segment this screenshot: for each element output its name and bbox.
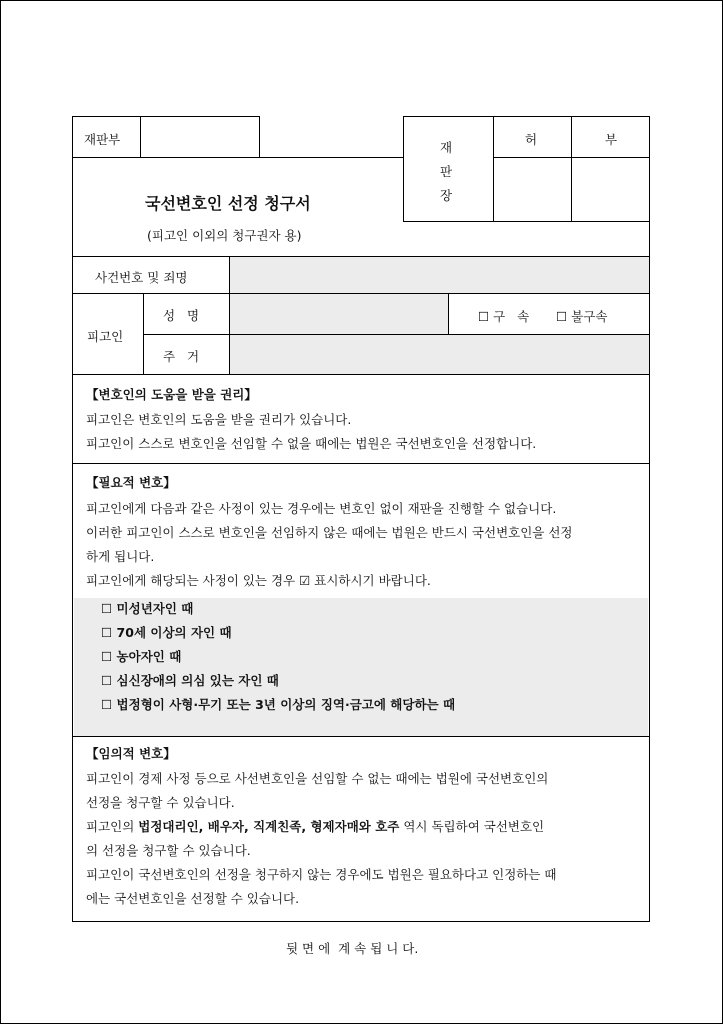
option-elderly-checkbox[interactable]: ☐ 70세 이상의 자인 때 bbox=[101, 625, 232, 640]
right-line: 피고인은 변호인의 도움을 받을 권리가 있습니다. bbox=[86, 412, 352, 427]
form-title: 국선변호인 선정 청구서 bbox=[145, 194, 311, 213]
name-field[interactable] bbox=[230, 294, 448, 334]
right-section-body bbox=[86, 408, 536, 456]
mandatory-section-body bbox=[86, 497, 573, 593]
option-severe-penalty-checkbox[interactable]: ☐ 법정형이 사형·무기 또는 3년 이상의 징역·금고에 해당하는 때 bbox=[101, 697, 456, 712]
option-minor-checkbox[interactable]: ☐ 미성년자인 때 bbox=[101, 601, 194, 616]
approve-label: 허 bbox=[525, 132, 538, 147]
continued-note: 뒷 면 에 계 속 됩 니 다. bbox=[286, 941, 419, 956]
not-detained-checkbox[interactable]: ☐ 불구속 bbox=[556, 309, 608, 324]
optional-line: 에는 국선변호인을 선정할 수 있습니다. bbox=[86, 891, 300, 906]
optional-applicants: 법정대리인, 배우자, 직계친족, 형제자매와 호주 bbox=[138, 819, 400, 834]
right-section-title: 【변호인의 도움을 받을 권리】 bbox=[86, 387, 257, 402]
optional-line-suffix: 역시 독립하여 국선변호인 bbox=[399, 819, 545, 834]
mandatory-section-title: 【필요적 변호】 bbox=[86, 475, 176, 490]
optional-line bbox=[86, 815, 556, 839]
optional-line: 피고인이 경제 사정 등으로 사선변호인을 선임할 수 없는 때에는 법원에 국선변호인의 bbox=[86, 771, 549, 786]
judge-label: 재판장 bbox=[440, 140, 453, 203]
optional-section-body bbox=[86, 767, 556, 911]
defendant-label: 피고인 bbox=[87, 329, 124, 344]
mandatory-line: 피고인에게 다음과 같은 사정이 있는 경우에는 변호인 없이 재판을 진행할 수 없습니다. bbox=[86, 501, 557, 516]
mandatory-line: 하게 됩니다. bbox=[86, 549, 155, 564]
mandatory-line: 이러한 피고인이 스스로 변호인을 선임하지 않은 때에는 법원은 반드시 국선변호인을 선정 bbox=[86, 525, 573, 540]
court-label: 재판부 bbox=[84, 132, 121, 147]
mandatory-line: 피고인에게 해당되는 사정이 있는 경우 ☑ 표시하시기 바랍니다. bbox=[86, 573, 431, 588]
option-mental-checkbox[interactable]: ☐ 심신장애의 의심 있는 자인 때 bbox=[101, 673, 279, 688]
optional-section-title: 【임의적 변호】 bbox=[86, 746, 176, 761]
optional-line: 피고인이 국선변호인의 선정을 청구하지 않는 경우에도 법원은 필요하다고 인정하는 때 bbox=[86, 867, 557, 882]
right-line: 피고인이 스스로 변호인을 선임할 수 없을 때에는 법원은 국선변호인을 선정합니다. bbox=[86, 436, 537, 451]
mandatory-options bbox=[101, 597, 455, 717]
case-number-field[interactable] bbox=[229, 257, 649, 293]
reject-label: 부 bbox=[605, 132, 618, 147]
address-field[interactable] bbox=[230, 335, 649, 374]
name-label: 성 명 bbox=[163, 308, 200, 323]
optional-line: 의 선정을 청구할 수 있습니다. bbox=[86, 843, 251, 858]
optional-line-prefix: 피고인의 bbox=[86, 819, 139, 834]
address-label: 주 거 bbox=[163, 349, 200, 364]
detained-checkbox[interactable]: ☐ 구 속 bbox=[478, 309, 530, 324]
case-label: 사건번호 및 죄명 bbox=[95, 270, 188, 285]
form-subtitle: (피고인 이외의 청구권자 용) bbox=[147, 228, 302, 243]
option-deaf-checkbox[interactable]: ☐ 농아자인 때 bbox=[101, 649, 182, 664]
optional-line: 선정을 청구할 수 있습니다. bbox=[86, 795, 235, 810]
